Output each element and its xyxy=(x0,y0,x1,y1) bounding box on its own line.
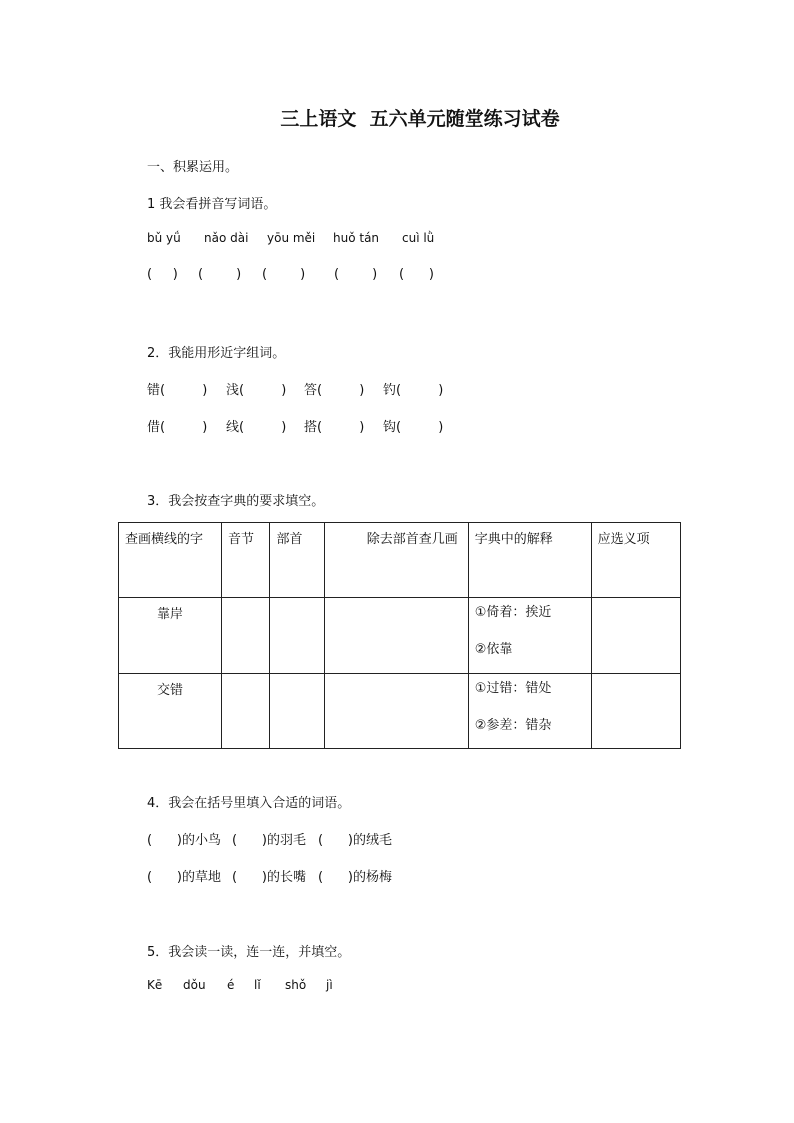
definition-cell xyxy=(468,598,591,673)
phrase-blank[interactable]: ( )的小鸟 xyxy=(147,833,221,848)
answer-blank-2[interactable]: ( ) xyxy=(198,267,242,282)
answer-blank-4[interactable]: ( ) xyxy=(334,267,378,282)
header-cell: 字典中的解释 xyxy=(468,523,591,598)
phrase-blank[interactable]: ( )的草地 xyxy=(147,870,221,885)
answer-blank-5[interactable]: ( ) xyxy=(399,267,434,282)
question-5-label: 5．我会读一读，连一连，并填空。 xyxy=(147,945,351,960)
question-3-label: 3．我会按查字典的要求填空。 xyxy=(147,494,325,509)
definition-1: ①过错：错处 xyxy=(474,680,552,696)
word-blank[interactable]: 错( ) xyxy=(147,383,208,398)
radical-cell[interactable] xyxy=(270,598,324,673)
definition-1: ①倚着：挨近 xyxy=(474,605,552,621)
question-4-label: 4．我会在括号里填入合适的词语。 xyxy=(147,796,351,811)
table-row xyxy=(119,673,681,748)
pinyin-item: jì xyxy=(326,978,333,992)
stroke-count-cell[interactable] xyxy=(324,598,468,673)
syllable-cell[interactable] xyxy=(222,598,270,673)
header-cell: 音节 xyxy=(222,523,270,598)
word-blank[interactable]: 钓( ) xyxy=(383,383,444,398)
pinyin-4: huǒ tán xyxy=(333,231,380,245)
table-header-row xyxy=(119,523,681,598)
pinyin-item: é xyxy=(227,978,235,992)
pinyin-2: nǎo dài xyxy=(204,231,249,245)
char-cell: 交错 xyxy=(119,673,222,748)
definition-2: ②参差：错杂 xyxy=(474,717,552,733)
choice-cell[interactable] xyxy=(591,673,680,748)
choice-cell[interactable] xyxy=(591,598,680,673)
word-blank[interactable]: 借( ) xyxy=(147,420,208,435)
pinyin-5: cuì lǜ xyxy=(402,231,435,245)
pinyin-3: yōu měi xyxy=(267,231,316,245)
definition-2: ②依靠 xyxy=(474,642,513,658)
phrase-blank[interactable]: ( )的羽毛 xyxy=(232,833,306,848)
word-blank[interactable]: 搭( ) xyxy=(304,420,365,435)
char-cell: 靠岸 xyxy=(119,598,222,673)
header-cell: 应选义项 xyxy=(591,523,680,598)
answer-blank-1[interactable]: ( ) xyxy=(147,267,178,282)
phrase-blank[interactable]: ( )的长嘴 xyxy=(232,870,306,885)
dictionary-table xyxy=(118,522,681,749)
header-cell: 除去部首查几画 xyxy=(324,523,468,598)
word-blank[interactable]: 线( ) xyxy=(226,420,287,435)
phrase-blank[interactable]: ( )的杨梅 xyxy=(318,870,392,885)
header-cell: 查画横线的字 xyxy=(119,523,222,598)
word-blank[interactable]: 钩( ) xyxy=(383,420,444,435)
answer-blank-3[interactable]: ( ) xyxy=(262,267,306,282)
table-row xyxy=(119,598,681,673)
stroke-count-cell[interactable] xyxy=(324,673,468,748)
word-blank[interactable]: 浅( ) xyxy=(226,383,287,398)
pinyin-item: Kē xyxy=(147,978,163,992)
pinyin-item: lǐ xyxy=(254,978,261,992)
syllable-cell[interactable] xyxy=(222,673,270,748)
question-1-label: 1 我会看拼音写词语。 xyxy=(147,197,277,212)
page-title: 三上语文 五六单元随堂练习试卷 xyxy=(280,108,560,130)
pinyin-item: dǒu xyxy=(183,978,206,992)
section-heading: 一、积累运用。 xyxy=(147,160,239,175)
question-2-label: 2．我能用形近字组词。 xyxy=(147,346,286,361)
radical-cell[interactable] xyxy=(270,673,324,748)
word-blank[interactable]: 答( ) xyxy=(304,383,365,398)
pinyin-item: shǒ xyxy=(285,978,307,992)
phrase-blank[interactable]: ( )的绒毛 xyxy=(318,833,392,848)
pinyin-1: bǔ yǘ xyxy=(147,231,181,245)
header-cell: 部首 xyxy=(270,523,324,598)
definition-cell xyxy=(468,673,591,748)
